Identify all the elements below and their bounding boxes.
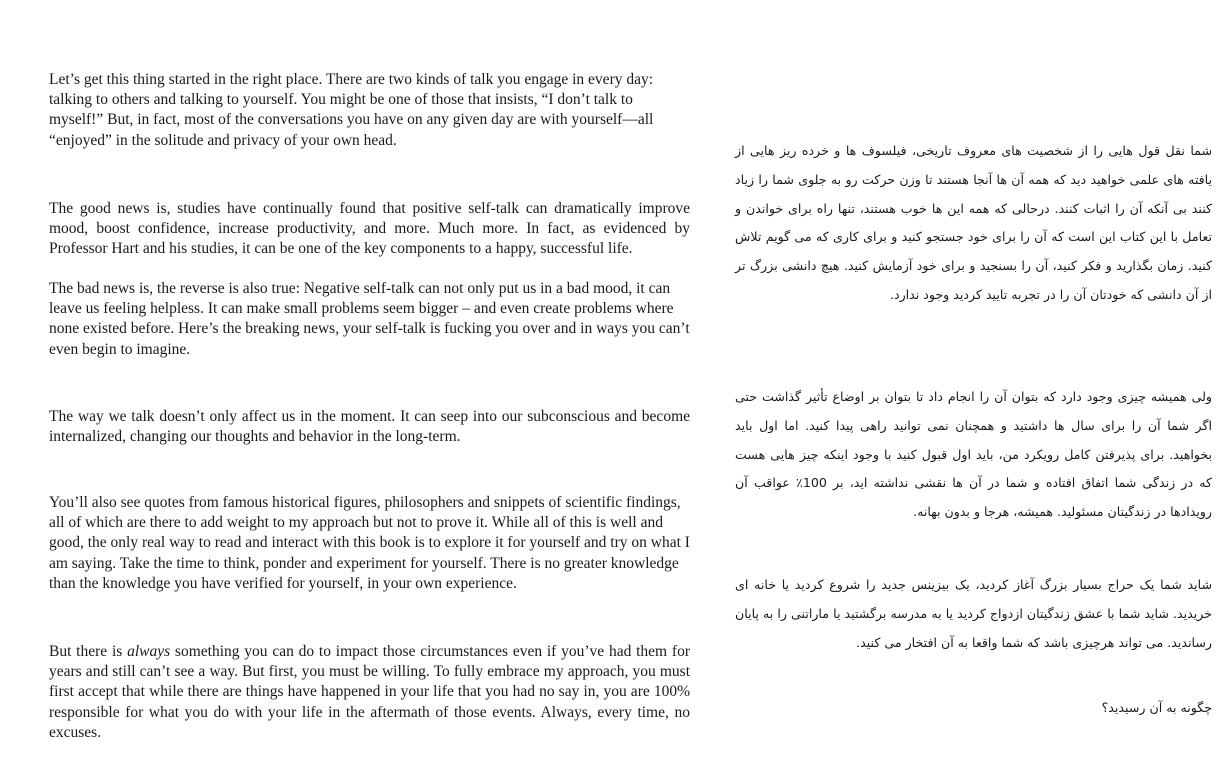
persian-paragraph-3: شاید شما یک حراج بسیار بزرگ آغاز کردید، یک بیزینس جدید را شروع کردید یا خانه ای خریدید. شاید شما با عشق زندگیتان ازدواج کردید یا به مدرسه برگشتید یا ماراتنی را به پایان رساندید. می تواند هرچیزی باشد که شما واقعا به آن افتخار می کنید. — [735, 577, 1212, 650]
persian-paragraph-1: شما نقل قول هایی را از شخصیت های معروف تاریخی، فیلسوف ها و خرده ریز هایی از یافته های علمی خواهید دید که همه آن ها آنجا هستند تا وزن حرکت رو به جلوی شما را زیاد کنند بی آنکه آن را اثبات کنند. درحالی که همه این ها خوب هستند، تنها راه برای خواندن و تعامل با این کتاب این است که آن را برای خود جستجو کنید و برای کاری که می گویم تلاش کنید. زمان بگذارید و فکر کنید، آن را بسنجید و برای خود آزمایش کنید. هیچ دانشی بزرگ تر از آن دانشی که خودتان آن را در تجربه تایید کردید وجود ندارد. — [735, 143, 1212, 302]
english-paragraph-4: The way we talk doesn’t only affect us in the moment. It can seep into our subconscious and become internalized, changing our thoughts and behavior in the long-term. — [49, 408, 690, 446]
english-paragraph-2: The good news is, studies have continually found that positive self-talk can dramatically improve mood, boost confidence, increase productivity, and more. Much more. In fact, as evidenced by Professor Hart and his studies, it can be one of the key components to a happy, successful life. — [49, 200, 690, 258]
english-paragraph-6 — [49, 642, 690, 743]
english-paragraph-3: The bad news is, the reverse is also true: Negative self-talk can not only put us in a bad mood, it can leave us feeling helpless. It can make small problems seem bigger – and even create problems where none existed before. Here’s the breaking news, your self-talk is fucking you over and in ways you can’t even begin to imagine. — [49, 280, 690, 358]
english-paragraph-6-start: But there is — [49, 643, 128, 660]
english-paragraph-5: You’ll also see quotes from famous historical figures, philosophers and snippets of scientific findings, all of which are there to add weight to my approach but not to prove it. While all of this is well and good, the only real way to read and interact with this book is to explore it for yourself and try on what I am saying. Take the time to think, ponder and experiment for yourself. There is no greater knowledge than the knowledge you have verified for yourself, in your own experience. — [49, 494, 690, 592]
emphasized-always: always — [127, 643, 171, 660]
persian-paragraph-4: چگونه به آن رسیدید؟ — [1101, 700, 1212, 715]
english-paragraph-1: Let’s get this thing started in the right place. There are two kinds of talk you engage in every day: talking to others and talking to yourself. You might be one of those that insists, “I don’t talk to myself!” But, in fact, most of the conversations you have on any given day are with yourself—all “enjoyed” in the solitude and privacy of your own head. — [49, 71, 654, 149]
english-paragraph-6-end: something you can do to impact those circumstances even if you’ve had them for years and still can’t see a way. But first, you must be willing. To fully embrace my approach, you must first accept that while there are things have happened in your life that you had no say in, you are 100% responsible for what you do with your life in the aftermath of those events. Always, every time, no excuses. — [49, 643, 690, 741]
persian-paragraph-2: ولی همیشه چیزی وجود دارد که بتوان آن را انجام داد تا بتوان بر اوضاع تأثیر گذاشت حتی اگر شما آن را برای سال ها داشتید و همچنان نمی توانید راهی پیدا کنید. اما اول باید بخواهید. برای پذیرفتن کامل رویکرد من، باید اول قبول کنید با وجود اینکه چیز هایی هست که در زندگی شما اتفاق افتاده و شما در آن ها نقشی نداشته اید، بر 100٪ عواقب آن رویدادها در زندگیتان مسئولید. همیشه، هرجا و بدون بهانه. — [735, 389, 1212, 520]
